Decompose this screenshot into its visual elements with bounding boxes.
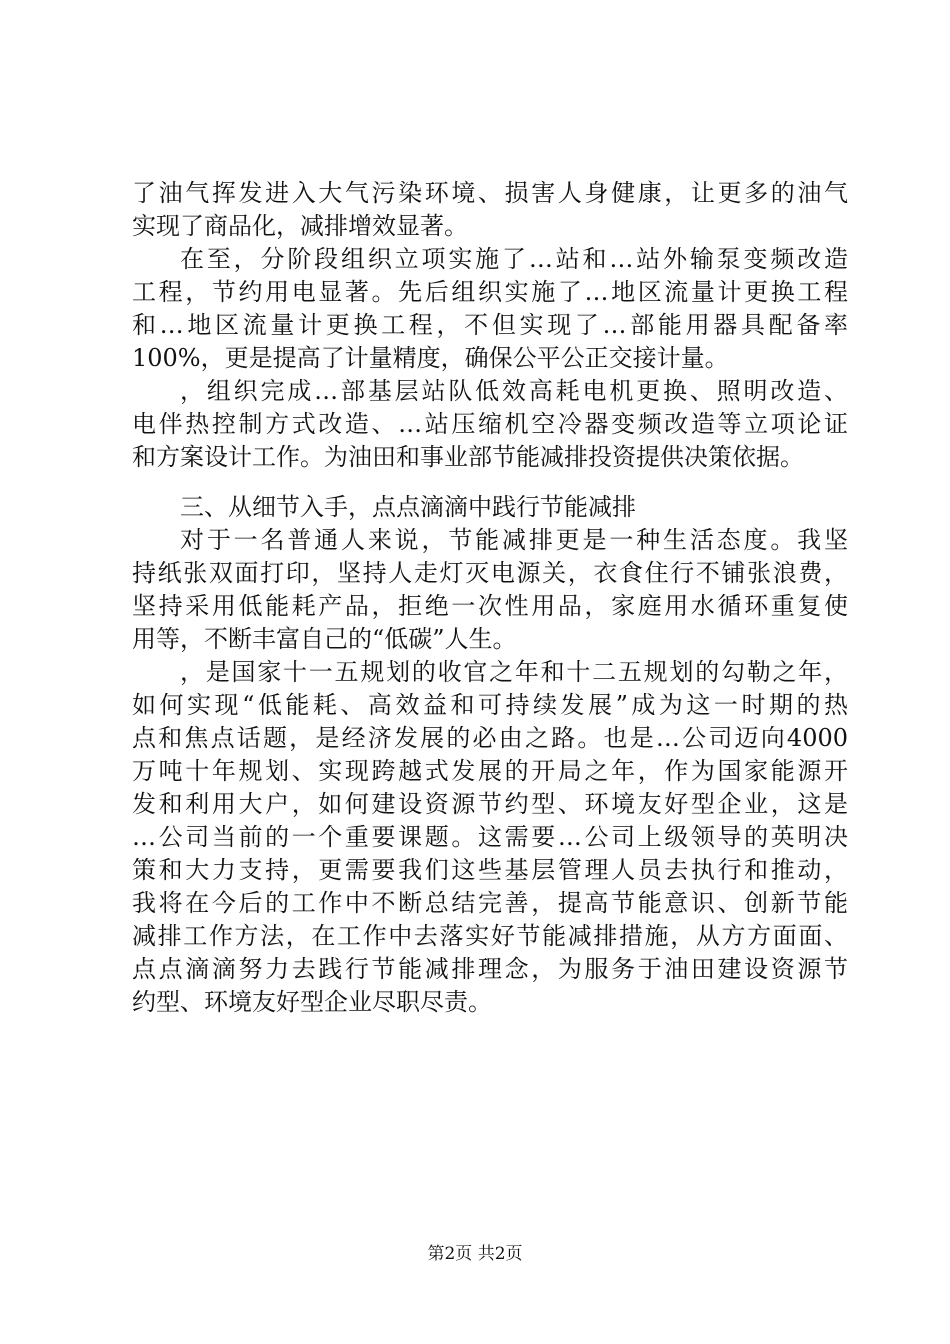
paragraph-line: 工程，节约用电显著。先后组织实施了…地区流量计更换工程: [132, 278, 848, 306]
paragraph-line: 万吨十年规划、实现跨越式发展的开局之年，作为国家能源开: [132, 757, 848, 785]
paragraph-line: 对于一名普通人来说，节能减排更是一种生活态度。我坚: [180, 526, 848, 554]
paragraph-line: 了油气挥发进入大气污染环境、损害人身健康，让更多的油气: [132, 179, 848, 207]
paragraph-line: 用等，不断丰富自己的“低碳”人生。: [132, 625, 517, 653]
paragraph-line: 持纸张双面打印，坚持人走灯灭电源关，衣食住行不铺张浪费，: [132, 559, 848, 587]
page-number-footer: 第2页 共2页: [427, 1244, 523, 1264]
paragraph-line: 策和大力支持，更需要我们这些基层管理人员去执行和推动，: [132, 856, 848, 884]
paragraph-line: 减排工作方法，在工作中去落实好节能减排措施，从方方面面、: [132, 922, 848, 950]
paragraph-line: 如何实现“低能耗、高效益和可持续发展”成为这一时期的热: [132, 691, 848, 719]
paragraph-line: 点和焦点话题，是经济发展的必由之路。也是…公司迈向4000: [132, 724, 848, 752]
section-heading: 三、从细节入手，点点滴滴中践行节能减排: [180, 493, 636, 521]
paragraph-line: …公司当前的一个重要课题。这需要…公司上级领导的英明决: [132, 823, 848, 851]
paragraph-line: 和方案设计工作。为油田和事业部节能减排投资提供决策依据。: [132, 443, 804, 471]
paragraph-line: 100%，更是提高了计量精度，确保公平公正交接计量。: [132, 344, 729, 372]
paragraph-line: 和…地区流量计更换工程，不但实现了…部能用器具配备率: [132, 311, 848, 339]
paragraph-line: ，是国家十一五规划的收官之年和十二五规划的勾勒之年，: [180, 658, 848, 686]
paragraph-line: 我将在今后的工作中不断总结完善，提高节能意识、创新节能: [132, 889, 848, 917]
paragraph-line: 电伴热控制方式改造、…站压缩机空冷器变频改造等立项论证: [132, 410, 848, 438]
paragraph-line: 约型、环境友好型企业尽职尽责。: [132, 988, 492, 1016]
paragraph-line: 在至，分阶段组织立项实施了…站和…站外输泵变频改造: [180, 245, 848, 273]
paragraph-line: 发和利用大户，如何建设资源节约型、环境友好型企业，这是: [132, 790, 848, 818]
paragraph-line: ，组织完成…部基层站队低效高耗电机更换、照明改造、: [180, 377, 848, 405]
paragraph-line: 点点滴滴努力去践行节能减排理念，为服务于油田建设资源节: [132, 955, 848, 983]
paragraph-line: 实现了商品化，减排增效显著。: [132, 212, 468, 240]
paragraph-line: 坚持采用低能耗产品，拒绝一次性用品，家庭用水循环重复使: [132, 592, 848, 620]
